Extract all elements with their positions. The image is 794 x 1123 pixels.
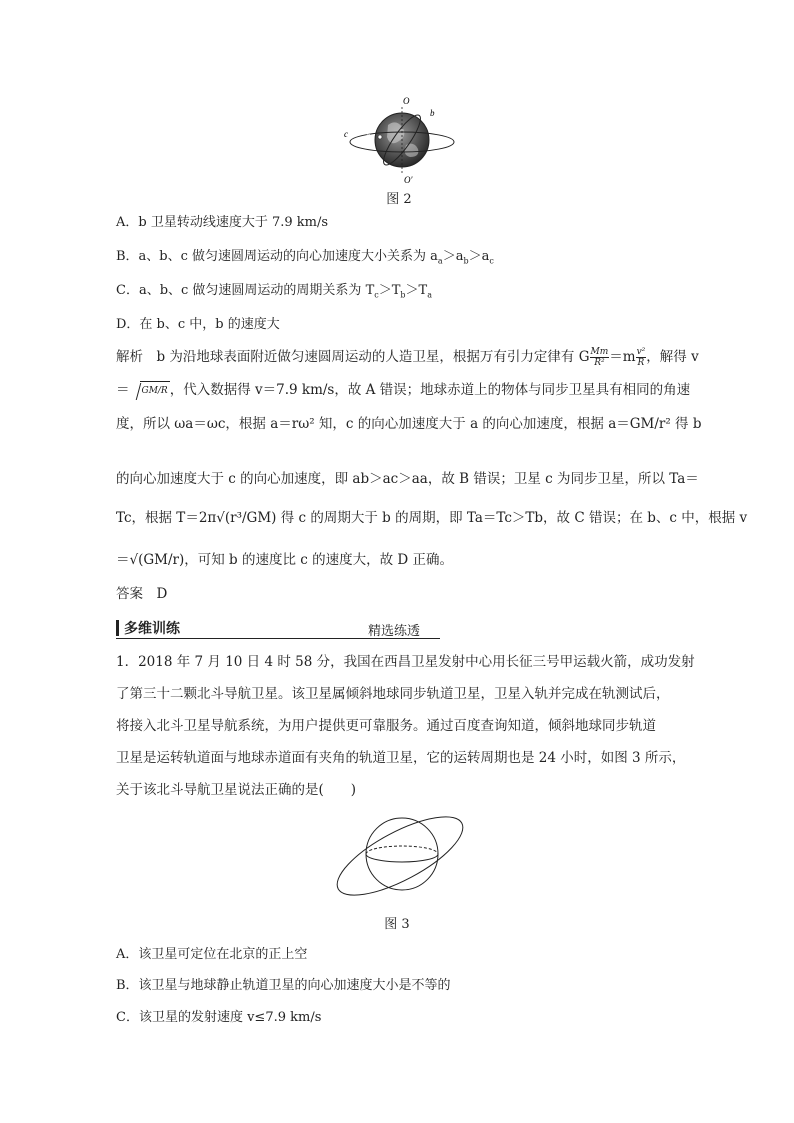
answer: 答案 D bbox=[116, 586, 168, 602]
section-title: 多维训练 bbox=[124, 621, 180, 637]
label-a: a bbox=[366, 131, 370, 140]
analysis-line-5: Tc，根据 T＝2π√(r³/GM) 得 c 的周期大于 b 的周期，即 Ta＝Tc＞Tb，故 C 错误；在 b、c 中，根据 v bbox=[116, 510, 748, 526]
figure-2-caption: 图 2 bbox=[386, 192, 412, 207]
q2-line-5: 关于该北斗导航卫星说法正确的是( ) bbox=[116, 782, 357, 798]
label-b: b bbox=[430, 108, 435, 118]
equator-front bbox=[366, 854, 438, 862]
analysis-line-2: ＝ GM/R ，代入数据得 v＝7.9 km/s，故 A 错误；地球赤道上的物体与同步卫星具有相同的角速 bbox=[116, 382, 691, 398]
q2-line-2: 了第三十二颗北斗导航卫星。该卫星属倾斜地球同步轨道卫星，卫星入轨并完成在轨测试后， bbox=[116, 686, 670, 702]
q2-option-b: B．该卫星与地球静止轨道卫星的向心加速度大小是不等的 bbox=[116, 978, 451, 993]
analysis-line-3: 度，所以 ωa＝ωc，根据 a＝rω² 知，c 的向心加速度大于 a 的向心加速度，根据 a＝GM/r² 得 b bbox=[116, 416, 702, 432]
q2-line-4: 卫星是运转轨道面与地球赤道面有夹角的轨道卫星，它的运转周期也是 24 小时，如图 3 所示， bbox=[116, 750, 686, 766]
q2-line-3: 将接入北斗卫星导航系统，为用户提供更可靠服务。通过百度查询知道，倾斜地球同步轨道 bbox=[116, 718, 656, 734]
equator-back bbox=[366, 846, 438, 854]
figure-3-diagram bbox=[330, 808, 470, 903]
inclined-orbit bbox=[330, 808, 470, 903]
option-c: C．a、b、c 做匀速圆周运动的周期关系为 $T_c>T_b>T_a$ bbox=[116, 283, 432, 300]
label-O-prime: O′ bbox=[404, 175, 413, 185]
option-a: A．b 卫星转动线速度大于 7.9 km/s bbox=[116, 215, 329, 230]
figure-3-caption: 图 3 bbox=[384, 917, 410, 932]
label-c: c bbox=[344, 129, 348, 139]
label-O: O bbox=[403, 96, 410, 106]
section-subtitle: 精选练透 bbox=[368, 624, 421, 639]
figure-2-globe bbox=[340, 95, 460, 185]
q2-option-c: C．该卫星的发射速度 v≤7.9 km/s bbox=[116, 1010, 322, 1025]
section-marker bbox=[116, 620, 119, 636]
q2-line-1: 1．2018 年 7 月 10 日 4 时 58 分，我国在西昌卫星发射中心用长征三号甲运载火箭，成功发射 bbox=[116, 654, 695, 670]
analysis-line-4: 的向心加速度大于 c 的向心加速度，即 ab＞ac＞aa，故 B 错误；卫星 c 为同步卫星，所以 Ta＝ bbox=[116, 471, 699, 487]
analysis-line-1: 解析 b 为沿地球表面附近做匀速圆周运动的人造卫星，根据万有引力定律有 G $\frac{Mm}{\text{R²}}$ ＝m $\frac{\text{v²}}{R}$ ，解得 v bbox=[116, 347, 699, 368]
analysis-line-6: ＝√(GM/r)，可知 b 的速度比 c 的速度大，故 D 正确。 bbox=[116, 552, 454, 568]
option-b: B．a、b、c 做匀速圆周运动的向心加速度大小关系为 $a_a>a_b>a_c$ bbox=[116, 249, 494, 266]
section-header bbox=[116, 618, 440, 639]
option-d: D．在 b、c 中，b 的速度大 bbox=[116, 317, 280, 332]
q2-option-a: A．该卫星可定位在北京的正上空 bbox=[116, 947, 308, 962]
